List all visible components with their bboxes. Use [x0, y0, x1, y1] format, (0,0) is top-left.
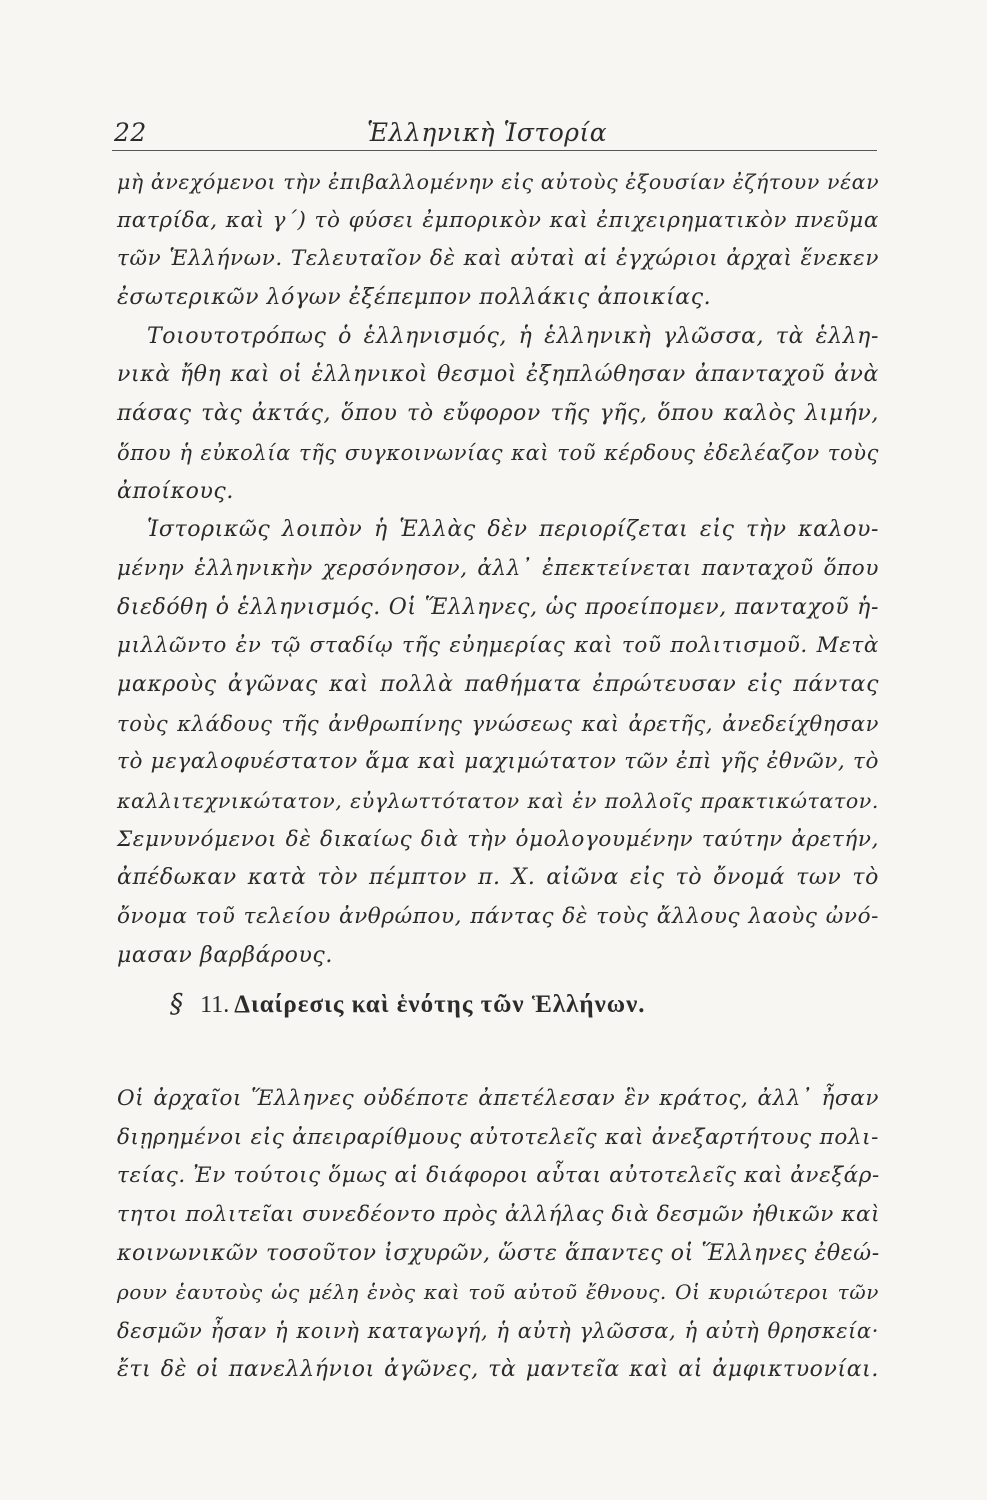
paragraph-2 — [117, 318, 879, 511]
text-line: πατρίδα, καὶ γ΄) τὸ φύσει ἐμπορικὸν καὶ ἐπιχειρηματικὸν πνεῦμα — [117, 207, 879, 233]
text-line: Σεμνυνόμενοι δὲ δικαίως διὰ τὴν ὁμολογουμένην ταύτην ἀρετήν, — [117, 826, 879, 852]
text-line: τῶν Ἑλλήνων. Τελευταῖον δὲ καὶ αὐταὶ αἱ ἐγχώριοι ἀρχαὶ ἕνεκεν — [117, 246, 879, 272]
text-line: δεσμῶν ἦσαν ἡ κοινὴ καταγωγή, ἡ αὐτὴ γλῶσσα, ἡ αὐτὴ θρησκεία· — [117, 1319, 879, 1344]
text-line: ἔτι δὲ οἱ πανελλήνιοι ἀγῶνες, τὰ μαντεῖα καὶ αἱ ἀμφικτυονίαι. — [117, 1356, 879, 1382]
paragraph-3 — [117, 511, 879, 975]
text-line: Τοιουτοτρόπως ὁ ἑλληνισμός, ἡ ἑλληνικὴ γλῶσσα, τὰ ἑλλη- — [147, 323, 879, 349]
paragraph-4 — [117, 1080, 879, 1390]
section-heading — [170, 984, 645, 1024]
text-line: πάσας τὰς ἀκτάς, ὅπου τὸ εὔφορον τῆς γῆς, ὅπου καλὸς λιμήν, — [117, 401, 879, 427]
text-line: ὅπου ἡ εὐκολία τῆς συγκοινωνίας καὶ τοῦ κέρδους ἐδελέαζον τοὺς — [117, 440, 879, 465]
text-line: τείας. Ἐν τούτοις ὅμως αἱ διάφοροι αὗται αὐτοτελεῖς καὶ ἀνεξάρ- — [117, 1163, 880, 1189]
text-line: ἀπέδωκαν κατὰ τὸν πέμπτον π. Χ. αἰῶνα εἰς τὸ ὄνομά των τὸ — [117, 865, 879, 891]
text-line: τὸ μεγαλοφυέστατον ἅμα καὶ μαχιμώτατον τῶν ἐπὶ γῆς ἐθνῶν, τὸ — [117, 749, 879, 775]
section-number: 11. — [200, 992, 230, 1018]
text-line: μὴ ἀνεχόμενοι τὴν ἐπιβαλλομένην εἰς αὐτοὺς ἐξουσίαν ἐζήτουν νέαν — [117, 170, 880, 194]
running-head — [112, 116, 877, 151]
section-mark: § — [170, 989, 183, 1019]
text-line: ἀποίκους. — [117, 478, 234, 504]
text-line: Οἱ ἀρχαῖοι Ἕλληνες οὐδέποτε ἀπετέλεσαν ἓν κράτος, ἀλλ᾽ ἦσαν — [117, 1086, 879, 1111]
running-title: Ἑλληνικὴ Ἱστορία — [367, 118, 608, 147]
text-line: καλλιτεχνικώτατον, εὐγλωττότατον καὶ ἐν πολλοῖς πρακτικώτατον. — [117, 789, 879, 813]
text-line: μιλλῶντο ἐν τῷ σταδίῳ τῆς εὐημερίας καὶ τοῦ πολιτισμοῦ. Μετὰ — [117, 633, 879, 659]
text-line: τοὺς κλάδους τῆς ἀνθρωπίνης γνώσεως καὶ ἀρετῆς, ἀνεδείχθησαν — [117, 711, 879, 736]
section-title: Διαίρεσις καὶ ἑνότης τῶν Ἑλλήνων. — [234, 991, 646, 1018]
text-block-lower — [117, 1080, 879, 1390]
text-line: τητοι πολιτεῖαι συνεδέοντο πρὸς ἀλλήλας διὰ δεσμῶν ἠθικῶν καὶ — [117, 1202, 881, 1228]
text-block-upper — [117, 163, 879, 975]
text-line: ἐσωτερικῶν λόγων ἐξέπεμπον πολλάκις ἀποικίας. — [117, 285, 712, 311]
text-line: νικὰ ἤθη καὶ οἱ ἑλληνικοὶ θεσμοὶ ἐξηπλώθησαν ἀπανταχοῦ ἀνὰ — [117, 362, 879, 388]
page-number: 22 — [114, 118, 147, 147]
paragraph-1 — [117, 163, 879, 318]
text-line: διῃρημένοι εἰς ἀπειραρίθμους αὐτοτελεῖς καὶ ἀνεξαρτήτους πολι- — [117, 1124, 879, 1150]
text-line: μένην ἑλληνικὴν χερσόνησον, ἀλλ᾽ ἐπεκτείνεται πανταχοῦ ὅπου — [117, 555, 879, 581]
text-line: μασαν βαρβάρους. — [117, 942, 333, 968]
text-line: κοινωνικῶν τοσοῦτον ἰσχυρῶν, ὥστε ἅπαντες οἱ Ἕλληνες ἐθεώ- — [117, 1240, 880, 1266]
text-line: διεδόθη ὁ ἑλληνισμός. Οἱ Ἕλληνες, ὡς προείπομεν, πανταχοῦ ἡ- — [117, 594, 879, 620]
text-line: Ἱστορικῶς λοιπὸν ἡ Ἑλλὰς δὲν περιορίζεται εἰς τὴν καλου- — [147, 517, 879, 543]
text-line: μακροὺς ἀγῶνας καὶ πολλὰ παθήματα ἐπρώτευσαν εἰς πάντας — [117, 671, 879, 697]
text-line: ρουν ἑαυτοὺς ὡς μέλη ἑνὸς καὶ τοῦ αὐτοῦ ἔθνους. Οἱ κυριώτεροι τῶν — [117, 1280, 879, 1305]
text-line: ὄνομα τοῦ τελείου ἀνθρώπου, πάντας δὲ τοὺς ἄλλους λαοὺς ὠνό- — [117, 904, 879, 930]
